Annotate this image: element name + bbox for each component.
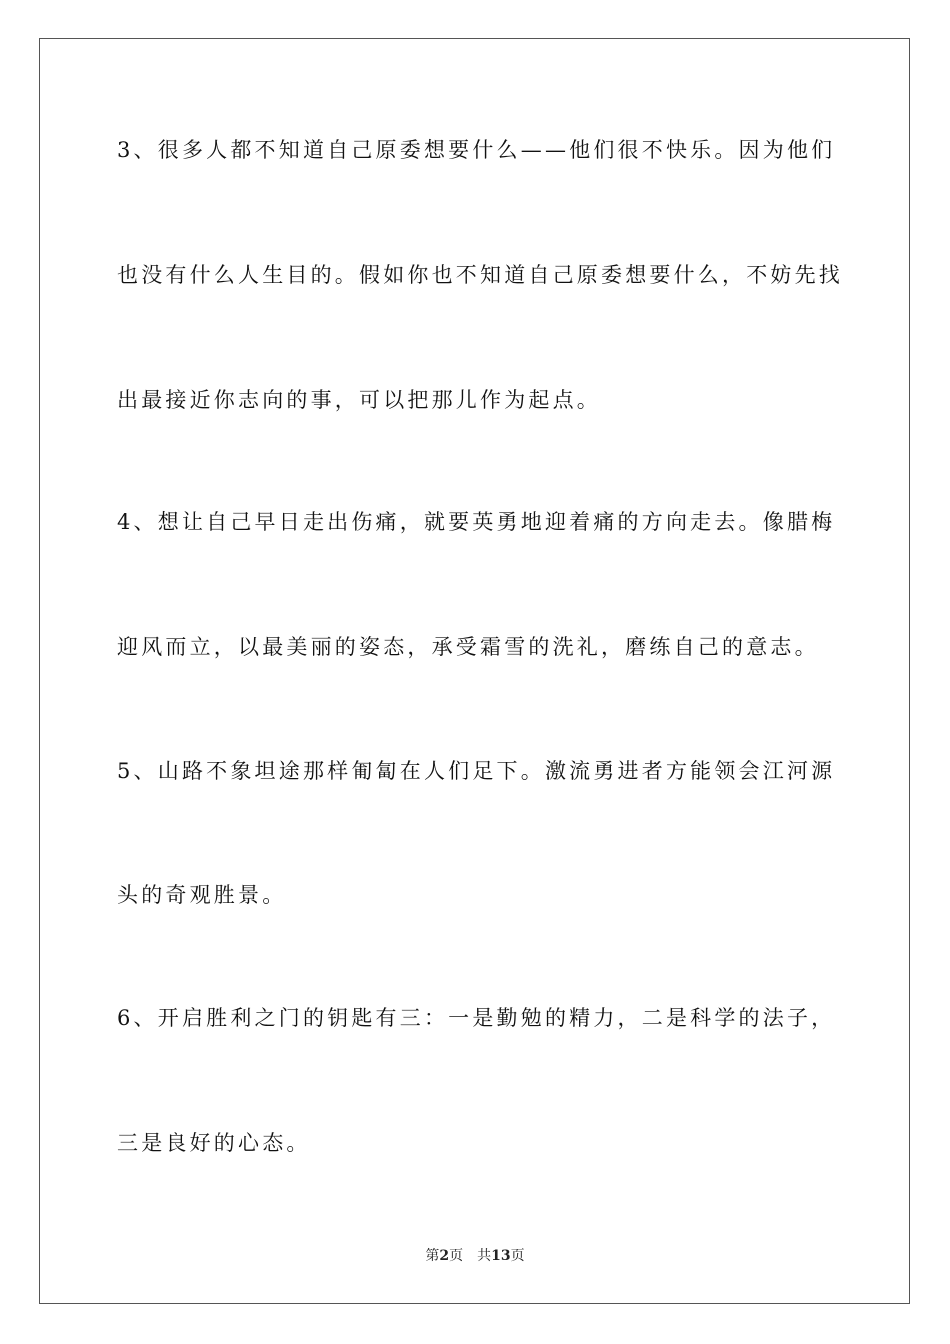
page-footer <box>0 1247 950 1265</box>
total-pages: 13 <box>491 1248 511 1264</box>
text-line: 也没有什么人生目的。假如你也不知道自己原委想要什么，不妨先找 <box>117 263 843 287</box>
page-suffix: 页 <box>449 1248 464 1264</box>
text-line: 6、开启胜利之门的钥匙有三：一是勤勉的精力，二是科学的法子， <box>117 1006 836 1030</box>
text-line: 5、山路不象坦途那样匍匐在人们足下。激流勇进者方能领会江河源 <box>117 759 836 783</box>
text-line: 出最接近你志向的事，可以把那儿作为起点。 <box>117 388 601 412</box>
text-line: 3、很多人都不知道自己原委想要什么——他们很不快乐。因为他们 <box>117 138 836 162</box>
total-suffix: 页 <box>510 1248 525 1264</box>
page-border <box>39 38 910 1304</box>
text-line: 三是良好的心态。 <box>117 1131 311 1155</box>
page-number: 2 <box>439 1248 450 1264</box>
total-prefix: 共 <box>477 1248 492 1264</box>
text-line: 4、想让自己早日走出伤痛，就要英勇地迎着痛的方向走去。像腊梅 <box>117 510 836 534</box>
text-line: 迎风而立，以最美丽的姿态，承受霜雪的洗礼，磨练自己的意志。 <box>117 635 819 659</box>
text-line: 头的奇观胜景。 <box>117 883 287 907</box>
page-prefix: 第 <box>425 1248 440 1264</box>
